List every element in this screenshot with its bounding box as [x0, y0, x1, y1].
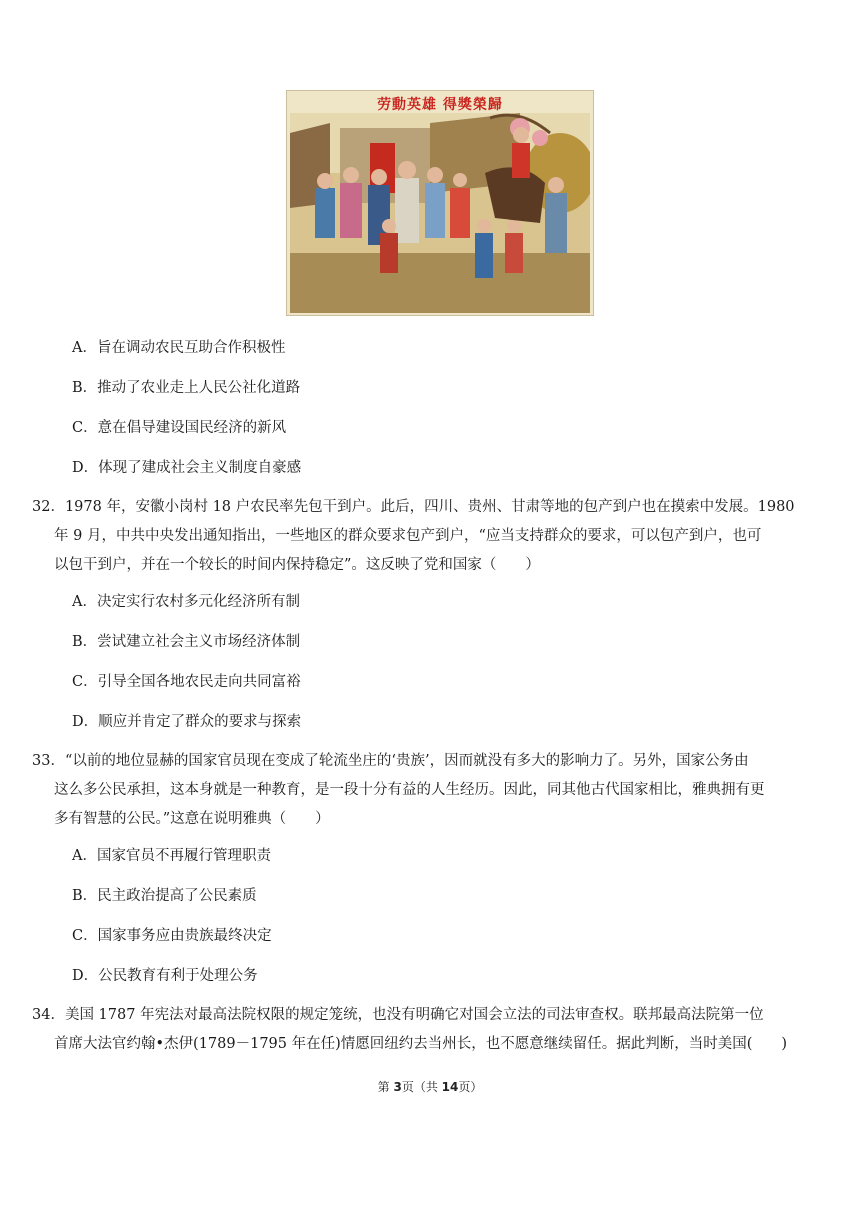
question-32-line2: 年 9 月，中共中央发出通知指出，一些地区的群众要求包产到户，“应当支持群众的要求，可以包产到户，也可	[54, 528, 762, 544]
question-33-line3: 多有智慧的公民。”这意在说明雅典（ ）	[54, 811, 330, 827]
q32-option-b: B．尝试建立社会主义市场经济体制	[72, 634, 301, 650]
question-34-line1: 34．美国 1787 年宪法对最高法院权限的规定笼统，也没有明确它对国会立法的司法审查权。联邦最高法院第一位	[32, 1007, 764, 1023]
question-32-line1: 32．1978 年，安徽小岗村 18 户农民率先包干到户。此后，四川、贵州、甘肃等地的包产到户也在摸索中发展。1980	[32, 499, 795, 515]
page-number: 3	[393, 1080, 402, 1094]
question-34	[32, 1001, 810, 1059]
page-total: 14	[441, 1080, 459, 1094]
q31-option-c: C．意在倡导建设国民经济的新风	[72, 420, 287, 436]
q31-option-a: A．旨在调动农民互助合作积极性	[72, 340, 286, 356]
q32-option-a: A．决定实行农村多元化经济所有制	[72, 594, 300, 610]
q33-option-a: A．国家官员不再履行管理职责	[72, 848, 271, 864]
question-34-line2: 首席大法官约翰•杰伊(1789－1795 年在任)情愿回纽约去当州长，也不愿意继续留任。据此判断，当时美国( )	[54, 1036, 788, 1052]
question-33-line1: 33．“以前的地位显赫的国家官员现在变成了轮流坐庄的‘贵族’，因而就没有多大的影响力了。另外，国家公务由	[32, 753, 749, 769]
question-32-line3: 以包干到户，并在一个较长的时间内保持稳定”。这反映了党和国家（ ）	[54, 557, 540, 573]
question-33-line2: 这么多公民承担，这本身就是一种教育，是一段十分有益的人生经历。因此，同其他古代国家相比，雅典拥有更	[54, 782, 765, 798]
q33-option-b: B．民主政治提高了公民素质	[72, 888, 257, 904]
q32-option-d: D．顺应并肯定了群众的要求与探索	[72, 714, 302, 730]
poster-image	[286, 90, 594, 316]
q33-option-c: C．国家事务应由贵族最终决定	[72, 928, 272, 944]
question-33	[32, 747, 810, 834]
question-32	[32, 493, 810, 580]
poster-title: 劳動英雄 得獎榮歸	[377, 97, 503, 113]
q33-option-d: D．公民教育有利于处理公务	[72, 968, 258, 984]
poster-illustration	[290, 113, 590, 313]
q31-option-d: D．体现了建成社会主义制度自豪感	[72, 460, 302, 476]
page-footer: 第 3页（共 14页）	[377, 1080, 483, 1094]
q31-option-b: B．推动了农业走上人民公社化道路	[72, 380, 301, 396]
q32-option-c: C．引导全国各地农民走向共同富裕	[72, 674, 301, 690]
